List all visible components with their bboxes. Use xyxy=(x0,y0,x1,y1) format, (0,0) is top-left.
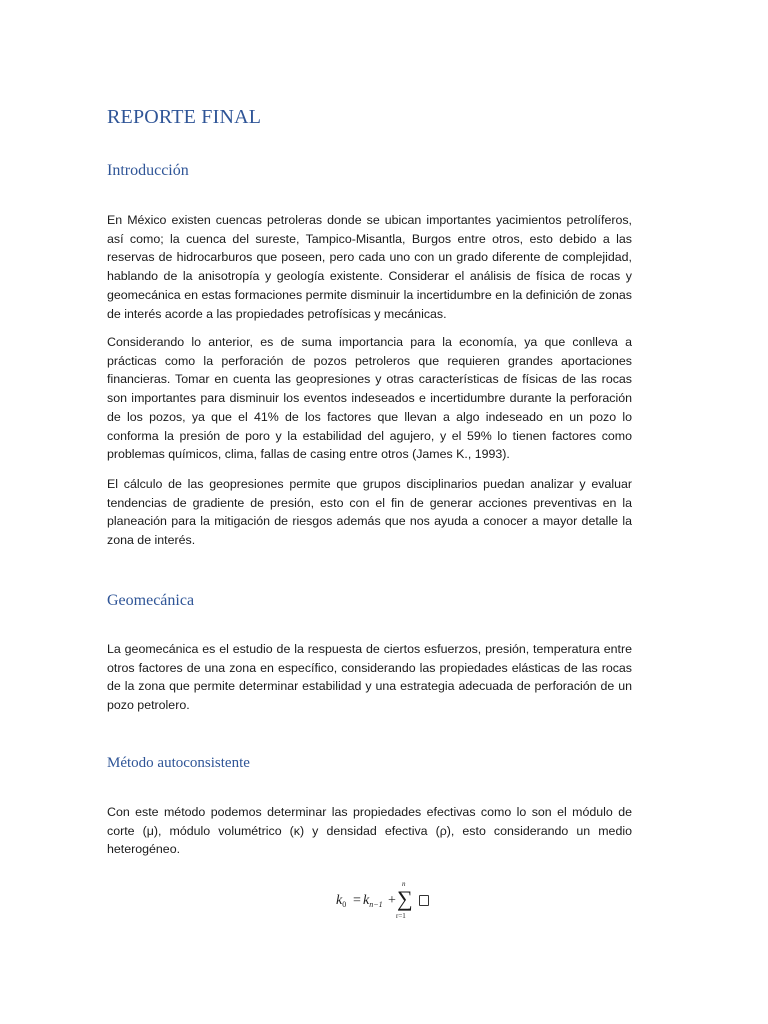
intro-paragraph-2: Considerando lo anterior, es de suma importancia para la economía, ya que conlleva a prácticas como la perforación de pozos petroleros que requieren grandes aportaciones financieras. Tomar en cuenta las geopresiones y otras características de físicas de las rocas son importantes para disminuir los eventos indeseados e incertidumbre durante la perforación de los pozos, ya que el 41% de los factores que llevan a algo indeseado en un pozo lo conforma la presión de poro y la estabilidad del agujero, y el 59% lo tienen factores como problemas químicos, clima, fallas de casing entre otros (James K., 1993). xyxy=(107,335,632,462)
equation-equals: = xyxy=(353,893,361,908)
section-heading-introduccion: Introducción xyxy=(107,162,189,179)
geomecanica-paragraph: La geomecánica es el estudio de la respuesta de ciertos esfuerzos, presión, temperatura entre otros factores de una zona en específico, considerando las propiedades elásticas de las rocas de la zona que permite determinar estabilidad y una estrategia adecuada de perforación de un pozo petrolero. xyxy=(107,642,632,713)
sum-lower-limit: r=1 xyxy=(396,912,406,920)
equation-rhs-term: $k_{n-1}$ xyxy=(363,893,383,909)
sum-upper-limit: n xyxy=(402,880,406,888)
equation-plus: + xyxy=(388,893,396,908)
summation-icon: ∑ xyxy=(397,886,413,911)
metodo-paragraph: Con este método podemos determinar las propiedades efectivas como lo son el módulo de corte (μ), módulo volumétrico (κ) y densidad efectiva (ρ), esto considerando un medio heterogéneo. xyxy=(107,805,632,857)
placeholder-box-icon xyxy=(419,895,429,906)
intro-paragraph-3: El cálculo de las geopresiones permite que grupos disciplinarios puedan analizar y evaluar tendencias de gradiente de presión, esto con el fin de generar acciones preventivas en la planeación para la mitigación de riesgos además que nos ayuda a conocer a mayor detalle la zona de interés. xyxy=(107,477,632,548)
equation-lhs: $k_0$ xyxy=(336,893,347,909)
section-heading-geomecanica: Geomecánica xyxy=(107,592,195,609)
section-heading-metodo: Método autoconsistente xyxy=(107,755,250,771)
intro-paragraph-1: En México existen cuencas petroleras donde se ubican importantes yacimientos petrolíferos, así como; la cuenca del sureste, Tampico-Misantla, Burgos entre otros, esto debido a las reservas de hidrocarburos que poseen, pero cada uno con un grado diferente de complejidad, hablando de la anisotropía y geología existente. Considerar el análisis de física de rocas y geomecánica en estas formaciones permite disminuir la incertidumbre en la definición de zonas de interés acorde a las propiedades petrofísicas y mecánicas. xyxy=(107,213,632,321)
equation xyxy=(336,880,446,924)
document-title: REPORTE FINAL xyxy=(107,106,262,128)
